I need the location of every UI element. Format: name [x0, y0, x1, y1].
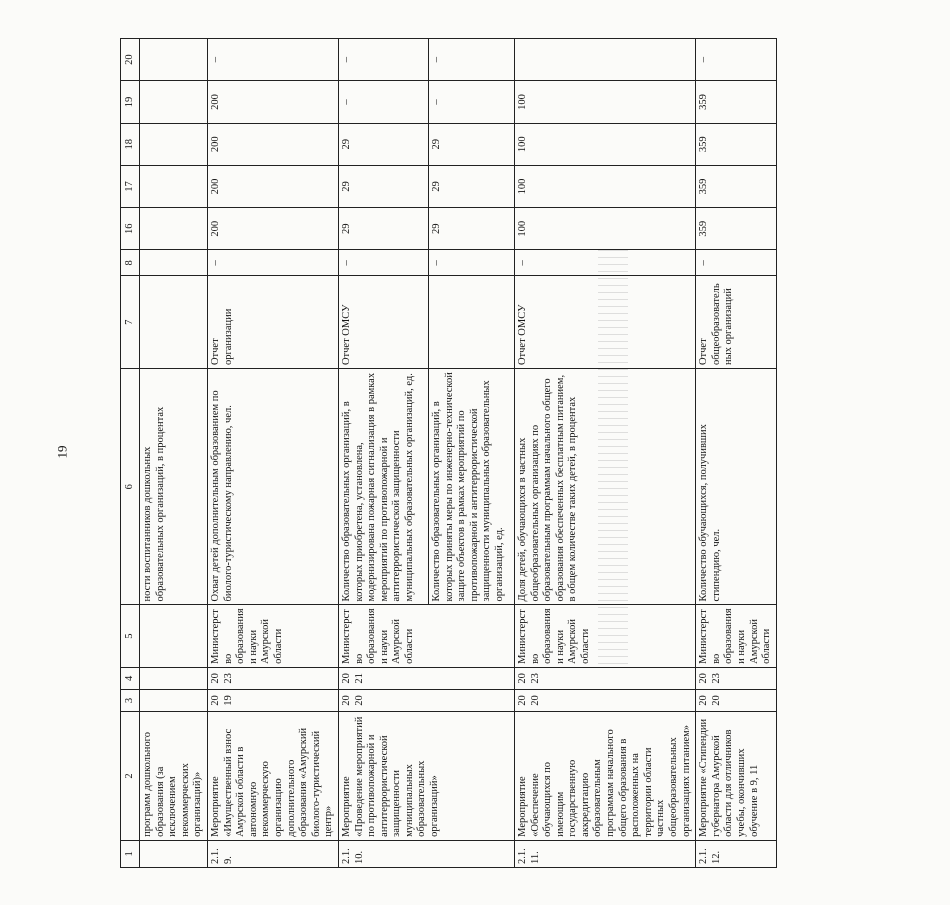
table-row [207, 39, 338, 868]
measure-id: 2.1.10. [338, 840, 514, 867]
value-col-20 [140, 39, 208, 81]
value-col-16: 359 [696, 208, 777, 250]
value-col-18: 200 [207, 123, 338, 165]
value-col-18: 100 [514, 123, 695, 165]
value-col-16: 29 [428, 208, 514, 250]
measure-name: Мероприятие «Имущественный взнос Амурской области в автономную некоммерческую организацию дополнительного образования «Амурский биолого-туристический центр» [207, 712, 338, 841]
indicator: ности воспитанников дошкольных образовательных организаций, в процентах [140, 369, 208, 605]
value-col-17: 100 [514, 165, 695, 207]
value-col-19: 100 [514, 81, 695, 123]
value-col-16: 100 [514, 208, 695, 250]
measure-id: 2.1.12. [696, 840, 777, 867]
value-col-8: – [338, 250, 428, 276]
data-source [428, 276, 514, 369]
table-row [696, 39, 777, 868]
measure-id: 2.1.9. [207, 840, 338, 867]
value-col-18: 359 [696, 123, 777, 165]
indicator: Доля детей, обучающихся в частных общеобразовательных организациях по образовательным программам начального общего образования обеспеченных бесплатным питанием, в общем количестве таких детей, в процентах [514, 369, 695, 605]
value-col-19: – [428, 81, 514, 123]
data-source: Отчет ОМСУ [514, 276, 695, 369]
value-col-8: – [696, 250, 777, 276]
header-cell: 17 [121, 165, 140, 207]
executor: Министерство образования и науки Амурской области [514, 605, 695, 667]
end-year: 2021 [338, 667, 514, 689]
value-col-8: – [428, 250, 514, 276]
measure-name: Мероприятие «Обеспечение обучающихся по имеющим государственную аккредитацию образовательным программам начального общего образования в расположенных на территории области частных общеобразовательных организациях питанием» [514, 712, 695, 841]
table-row [140, 39, 208, 868]
executor: Министерство образования и науки Амурской области [207, 605, 338, 667]
measure-id [140, 840, 208, 867]
value-col-20: – [207, 39, 338, 81]
value-col-20 [514, 39, 695, 81]
start-year: 2020 [514, 689, 695, 711]
end-year [140, 667, 208, 689]
header-cell: 7 [121, 276, 140, 369]
start-year: 2019 [207, 689, 338, 711]
indicator: Количество образовательных организаций, в которых приняты меры по инженерно-технической защите объектов в рамках мероприятий по противопожарной и антитеррористической защищенности муниципальных образовательных организаций, ед. [428, 369, 514, 605]
value-col-16: 200 [207, 208, 338, 250]
header-cell: 1 [121, 840, 140, 867]
value-col-8: – [207, 250, 338, 276]
start-year: 2020 [338, 689, 514, 711]
header-cell: 19 [121, 81, 140, 123]
header-cell: 20 [121, 39, 140, 81]
value-col-20: – [338, 39, 428, 81]
header-cell: 16 [121, 208, 140, 250]
end-year: 2023 [696, 667, 777, 689]
page-number: 19 [54, 445, 70, 459]
value-col-17 [140, 165, 208, 207]
value-col-17: 200 [207, 165, 338, 207]
header-cell: 4 [121, 667, 140, 689]
measure-id: 2.1.11. [514, 840, 695, 867]
indicator: Количество образовательных организаций, в которых приобретена, установлена, модернизирована пожарная сигнализация в рамках мероприятий по противопожарной и антитеррористической защищенности муниципальных образовательных организаций, ед. [338, 369, 428, 605]
data-source [140, 276, 208, 369]
table-header-row [121, 39, 140, 868]
value-col-20: – [428, 39, 514, 81]
value-col-17: 29 [428, 165, 514, 207]
data-source: Отчет ОМСУ [338, 276, 428, 369]
header-cell: 2 [121, 712, 140, 841]
indicator: Охват детей дополнительным образованием по биолого-туристическому направлению, чел. [207, 369, 338, 605]
value-col-18 [140, 123, 208, 165]
header-cell: 6 [121, 369, 140, 605]
value-col-17: 359 [696, 165, 777, 207]
value-col-8 [140, 250, 208, 276]
value-col-18: 29 [428, 123, 514, 165]
value-col-8: – [514, 250, 695, 276]
executor: Министерство образования и науки Амурской области [338, 605, 514, 667]
measure-name: Мероприятие «Стипендии губернатора Амурской области для отличников учебы, окончивших обучение в 9, 11 [696, 712, 777, 841]
indicator: Количество обучающихся, получивших стипендию, чел. [696, 369, 777, 605]
value-col-16: 29 [338, 208, 428, 250]
data-source: Отчет общеобразовательных организаций [696, 276, 777, 369]
value-col-19: 359 [696, 81, 777, 123]
executor: Министерство образования и науки Амурской области [696, 605, 777, 667]
table-row [338, 39, 428, 868]
measure-name: Мероприятие «Проведение мероприятий по противопожарной и антитеррористической защищенности муниципальных образовательных организаций» [338, 712, 514, 841]
measure-name: программ дошкольного образования (за исключением некоммерческих организаций)» [140, 712, 208, 841]
data-source: Отчет организации [207, 276, 338, 369]
bleed-through-marks [598, 250, 628, 670]
value-col-19 [140, 81, 208, 123]
value-col-17: 29 [338, 165, 428, 207]
value-col-20: – [696, 39, 777, 81]
start-year: 2020 [696, 689, 777, 711]
header-cell: 3 [121, 689, 140, 711]
value-col-16 [140, 208, 208, 250]
executor [140, 605, 208, 667]
header-cell: 5 [121, 605, 140, 667]
value-col-19: – [338, 81, 428, 123]
end-year: 2023 [207, 667, 338, 689]
end-year: 2023 [514, 667, 695, 689]
header-cell: 18 [121, 123, 140, 165]
program-measures-table [120, 38, 777, 868]
start-year [140, 689, 208, 711]
header-cell: 8 [121, 250, 140, 276]
value-col-18: 29 [338, 123, 428, 165]
value-col-19: 200 [207, 81, 338, 123]
rotated-table-frame [120, 0, 950, 864]
